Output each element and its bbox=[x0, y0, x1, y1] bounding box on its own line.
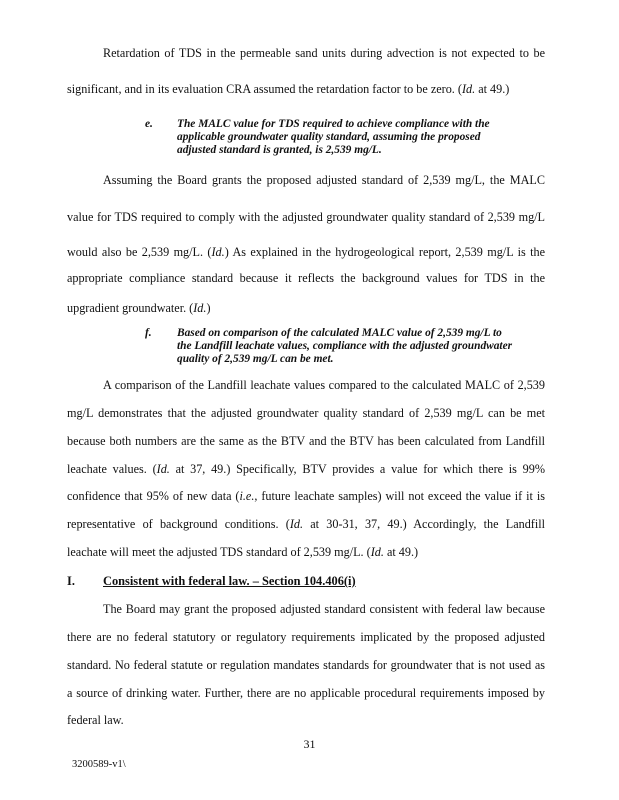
heading-f-line: quality of 2,539 mg/L can be met. bbox=[177, 353, 334, 365]
heading-e-line: The MALC value for TDS required to achieve compliance with the bbox=[177, 118, 490, 130]
heading-e-line: adjusted standard is granted, is 2,539 mg/L. bbox=[177, 144, 382, 156]
paragraph-line: leachate values. (Id. at 37, 49.) Specifically, BTV provides a value for which there is 99% bbox=[67, 462, 545, 476]
heading-f-line: Based on comparison of the calculated MALC value of 2,539 mg/L to bbox=[177, 327, 502, 339]
paragraph-line: value for TDS required to comply with the adjusted groundwater quality standard of 2,539 mg/L bbox=[67, 210, 545, 224]
paragraph-line: confidence that 95% of new data (i.e., future leachate samples) will not exceed the value if it is bbox=[67, 489, 545, 503]
paragraph-line: Retardation of TDS in the permeable sand units during advection is not expected to be bbox=[103, 46, 545, 60]
paragraph-line: standard. No federal statute or regulation mandates standards for groundwater that is not used as bbox=[67, 658, 545, 672]
heading-e-line: applicable groundwater quality standard, assuming the proposed bbox=[177, 131, 481, 143]
heading-f-line: the Landfill leachate values, compliance with the adjusted groundwater bbox=[177, 340, 513, 352]
paragraph-line: leachate will meet the adjusted TDS standard of 2,539 mg/L. (Id. at 49.) bbox=[67, 545, 419, 559]
paragraph-line: Assuming the Board grants the proposed adjusted standard of 2,539 mg/L, the MALC bbox=[103, 173, 545, 187]
heading-e-label: e. bbox=[145, 118, 153, 130]
paragraph-line: a source of drinking water. Further, there are no applicable procedural requirements imposed by bbox=[67, 686, 545, 700]
paragraph-line: upgradient groundwater. (Id.) bbox=[67, 301, 211, 315]
document-id: 3200589-v1\ bbox=[72, 759, 126, 770]
paragraph-line: there are no federal statutory or regulatory requirements implicated by the proposed adjusted bbox=[67, 630, 545, 644]
paragraph-line: The Board may grant the proposed adjusted standard consistent with federal law because bbox=[103, 602, 545, 616]
paragraph-line: significant, and in its evaluation CRA assumed the retardation factor to be zero. (Id. at 49.) bbox=[67, 82, 510, 96]
paragraph-line: appropriate compliance standard because it reflects the background values for TDS in the bbox=[67, 271, 545, 285]
paragraph-line: mg/L demonstrates that the adjusted groundwater quality standard of 2,539 mg/L can be met bbox=[67, 406, 545, 420]
paragraph-line: A comparison of the Landfill leachate values compared to the calculated MALC of 2,539 bbox=[103, 378, 545, 392]
page-number: 31 bbox=[303, 737, 316, 751]
paragraph-line: would also be 2,539 mg/L. (Id.) As explained in the hydrogeological report, 2,539 mg/L is the bbox=[67, 245, 545, 259]
section-i-label: I. bbox=[67, 574, 75, 588]
heading-f-label: f. bbox=[145, 327, 152, 339]
paragraph-line: representative of background conditions. (Id. at 30-31, 37, 49.) Accordingly, the Landfill bbox=[67, 517, 546, 531]
paragraph-line: because both numbers are the same as the BTV and the BTV has been calculated from Landfill bbox=[67, 434, 545, 448]
section-i-title: Consistent with federal law. – Section 104.406(i) bbox=[103, 574, 356, 588]
paragraph-line: federal law. bbox=[67, 713, 124, 727]
